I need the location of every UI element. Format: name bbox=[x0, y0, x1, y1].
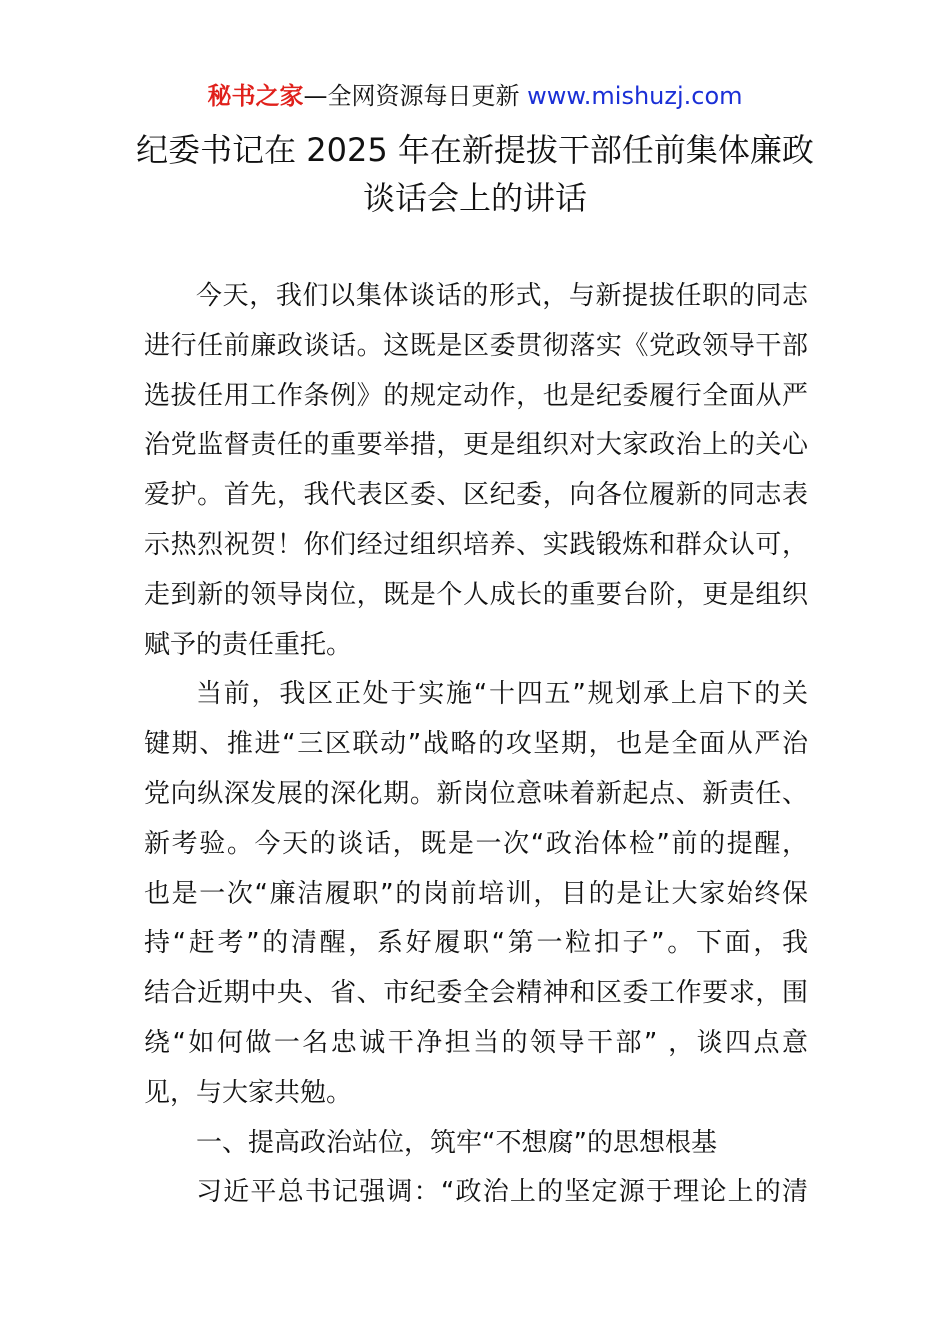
text-line: 治党监督责任的重要举措，更是组织对大家政治上的关心 bbox=[144, 430, 808, 461]
text-line: 赋予的责任重托。 bbox=[144, 629, 353, 660]
text-line: 示热烈祝贺！你们经过组织培养、实践锻炼和群众认可， bbox=[144, 529, 808, 560]
text-line: 绕“如何做一名忠诚干净担当的领导干部” ，谈四点意 bbox=[144, 1027, 808, 1058]
heading-line: 一、提高政治站位，筑牢“不想腐”的思想根基 bbox=[196, 1127, 717, 1158]
text-line: 键期、推进“三区联动”战略的攻坚期，也是全面从严治 bbox=[144, 729, 808, 760]
text-line: 持“赶考”的清醒，系好履职“第一粒扣子”。下面，我 bbox=[144, 928, 808, 959]
text-line: 走到新的领导岗位，既是个人成长的重要台阶，更是组织 bbox=[144, 579, 808, 610]
document-title bbox=[100, 126, 850, 222]
text-line: 党向纵深发展的深化期。新岗位意味着新起点、新责任、 bbox=[144, 778, 808, 809]
site-header bbox=[0, 80, 950, 112]
title-line-1: 纪委书记在 2025 年在新提拔干部任前集体廉政 bbox=[136, 131, 814, 169]
paragraph-1 bbox=[144, 272, 808, 670]
paragraph-2 bbox=[144, 670, 808, 1118]
document-body bbox=[144, 272, 808, 1218]
text-line: 也是一次“廉洁履职”的岗前培训，目的是让大家始终保 bbox=[144, 878, 808, 909]
text-line: 当前，我区正处于实施“十四五”规划承上启下的关 bbox=[196, 679, 808, 710]
brand-name: 秘书之家 bbox=[207, 82, 304, 110]
text-line: 习近平总书记强调：“政治上的坚定源于理论上的清 bbox=[196, 1177, 808, 1208]
text-line: 见，与大家共勉。 bbox=[144, 1077, 353, 1108]
site-url-link[interactable]: www.mishuzj.com bbox=[527, 82, 743, 110]
title-line-2: 谈话会上的讲话 bbox=[362, 179, 587, 217]
text-line: 进行任前廉政谈话。这既是区委贯彻落实《党政领导干部 bbox=[144, 330, 808, 361]
text-line: 新考验。今天的谈话，既是一次“政治体检”前的提醒， bbox=[144, 828, 808, 859]
paragraph-3 bbox=[144, 1168, 808, 1218]
header-tagline: —全网资源每日更新 bbox=[303, 82, 520, 110]
text-line: 结合近期中央、省、市纪委全会精神和区委工作要求，围 bbox=[144, 978, 808, 1009]
text-line: 选拔任用工作条例》的规定动作，也是纪委履行全面从严 bbox=[144, 380, 808, 411]
text-line: 爱护。首先，我代表区委、区纪委，向各位履新的同志表 bbox=[144, 480, 808, 511]
section-heading-1 bbox=[144, 1119, 808, 1169]
text-line: 今天，我们以集体谈话的形式，与新提拔任职的同志 bbox=[196, 281, 808, 311]
